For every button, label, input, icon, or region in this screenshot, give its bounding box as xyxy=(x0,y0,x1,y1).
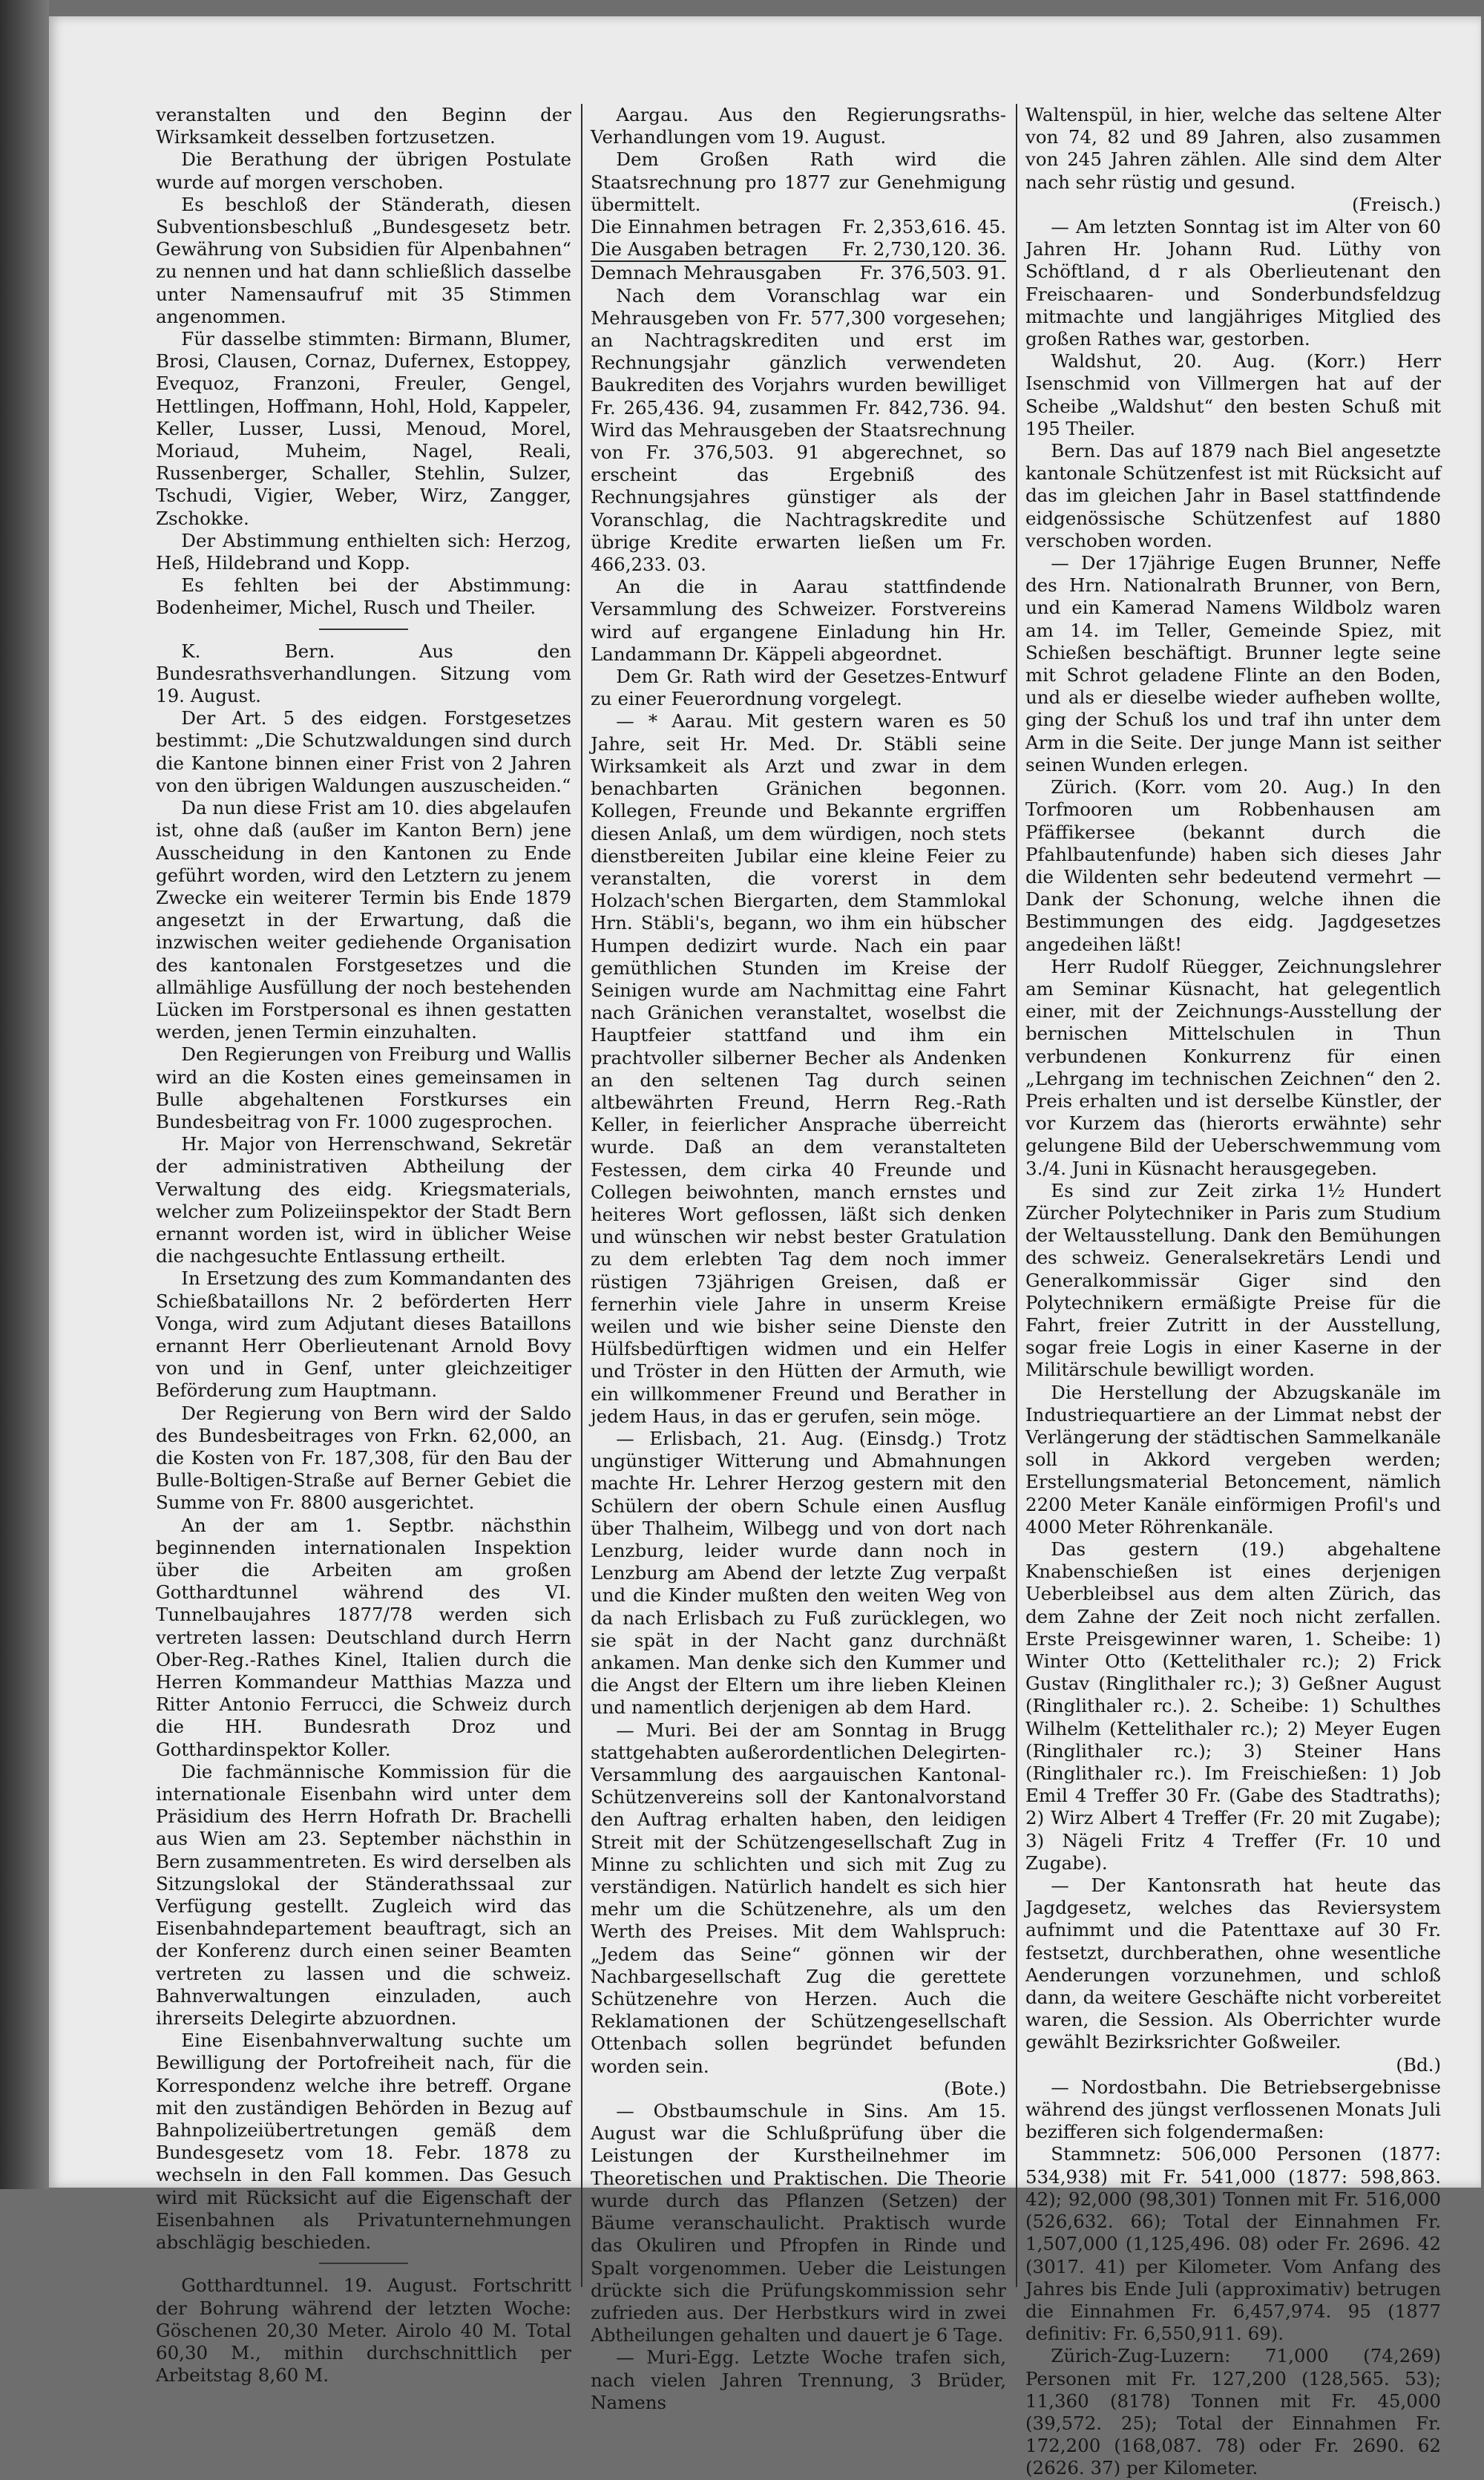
paragraph: Waldshut, 20. Aug. (Korr.) Herr Isenschmid von Villmergen hat auf der Scheibe „Waldshut“ den besten Schuß mit 195 Theiler. xyxy=(1025,350,1441,439)
paragraph: Zürich. (Korr. vom 20. Aug.) In den Torfmooren um Robbenhausen am Pfäffikersee (bekannt durch die Pfahlbautenfunde) haben sich dieses Jahr die Wildenten sehr bedeutend vermehrt — Dank der Schonung, welche ihnen die Bestimmungen des eidg. Jagdgesetzes angedeihen läßt! xyxy=(1025,776,1441,955)
paragraph: Waltenspül, in hier, welche das seltene Alter von 74, 82 und 89 Jahren, also zusammen von 245 Jahren zählen. Alle sind dem Alter nach sehr rüstig und gesund. xyxy=(1025,104,1441,193)
paragraph: Die Berathung der übrigen Postulate wurde auf morgen verschoben. xyxy=(156,148,571,193)
paragraph: Es beschloß der Ständerath, diesen Subventionsbeschluß „Bundesgesetz betr. Gewährung von Subsidien für Alpenbahnen“ zu nennen und hat dann schließlich dasselbe unter Namensaufruf mit 35 Stimmen angenommen. xyxy=(156,193,571,327)
paragraph: Eine Eisenbahnverwaltung suchte um Bewilligung der Portofreiheit nach, für die Korrespondenz welche ihre betreff. Organe mit den zuständigen Behörden in Bezug auf Bahnpolizeiübertretungen gemäß dem Bundesgesetz vom 18. Febr. 1878 zu wechseln in den Fall kommen. Das Gesuch wird mit Rücksicht auf die Eigenschaft der Eisenbahnen als Privatunternehmungen abschlägig beschieden. xyxy=(156,2030,571,2254)
paragraph: An der am 1. Septbr. nächsthin beginnenden internationalen Inspektion über die Arbeiten am großen Gotthardtunnel während des VI. Tunnelbaujahres 1877/78 werden sich vertreten lassen: Deutschland durch Herrn Ober-Reg.-Rathes Kinel, Italien durch die Herren Kommandeur Matthias Mazza und Ritter Antonio Ferrucci, die Schweiz durch die HH. Bundesrath Droz und Gotthardinspektor Koller. xyxy=(156,1514,571,1760)
paragraph: Dem Gr. Rath wird der Gesetzes-Entwurf zu einer Feuerordnung vorgelegt. xyxy=(591,666,1006,710)
paragraph: Den Regierungen von Freiburg und Wallis wird an die Kosten eines gemeinsamen in Bulle abgehaltenen Forstkurses ein Bundesbeitrag von Fr. 1000 zugesprochen. xyxy=(156,1043,571,1132)
paragraph: — Muri. Bei der am Sonntag in Brugg stattgehabten außerordentlichen Delegirten-Versammlung des aargauischen Kantonal-Schützenvereins soll der Kantonalvorstand den Auftrag erhalten haben, den leidigen Streit mit der Schützengesellschaft Zug in Minne zu schlichten und sich mit Zug zu verständigen. Natürlich handelt es sich hier mehr um die Schützenehre, als um den Werth des Preises. Mit dem Wahlspruch: „Jedem das Seine“ gönnen wir der Nachbargesellschaft Zug die gerettete Schützenehre von Herzen. Auch die Reklamationen der Schützengesellschaft Ottenbach sollen begründet befunden worden sein. xyxy=(591,1719,1006,2077)
paragraph: Es fehlten bei der Abstimmung: Bodenheimer, Michel, Rusch und Theiler. xyxy=(156,574,571,619)
paragraph: In Ersetzung des zum Kommandanten des Schießbataillons Nr. 2 beförderten Herr Vonga, wird zum Adjutant dieses Bataillons ernannt Herr Oberlieutenant Arnold Bovy von und in Genf, unter gleichzeitiger Beförderung zum Hauptmann. xyxy=(156,1267,571,1402)
paragraph: — Nordostbahn. Die Betriebsergebnisse während des jüngst verflossenen Monats Juli bezifferen sich folgendermaßen: xyxy=(1025,2076,1441,2143)
paragraph: Da nun diese Frist am 10. dies abgelaufen ist, ohne daß (außer im Kanton Bern) jene Ausscheidung in den Kantonen zu Ende geführt worden, wird den Letztern zu jenem Zwecke ein weiterer Termin bis Ende 1879 angesetzt in der Erwartung, daß die inzwischen weiter gediehende Organisation des kantonalen Forstgesetzes und die allmählige Ausfüllung der noch bestehenden Lücken im Forstpersonal es ihnen gestatten werden, jenen Termin einzuhalten. xyxy=(156,797,571,1043)
table-cell: Die Einnahmen betragen xyxy=(591,216,822,238)
table-cell: Fr. 376,503. 91. xyxy=(834,261,1006,284)
paragraph: Der Regierung von Bern wird der Saldo des Bundesbeitrages von Frkn. 62,000, an die Kosten von Fr. 187,308, für den Bau der Bulle-Boltigen-Straße auf Berner Gebiet die Summe von Fr. 8800 ausgerichtet. xyxy=(156,1402,571,1514)
paragraph: Es sind zur Zeit zirka 1½ Hundert Zürcher Polytechniker in Paris zum Studium der Weltausstellung. Dank den Bemühungen des schweiz. Generalsekretärs Lendi und Generalkommissär Giger sind den Polytechnikern ermäßigte Preise für die Fahrt, freier Zutritt in der Ausstellung, sogar freie Logis in einer Kaserne in der Militärschule bewilligt worden. xyxy=(1025,1179,1441,1381)
accounts-table xyxy=(591,216,1006,285)
paragraph: Die Herstellung der Abzugskanäle im Industriequartiere an der Limmat nebst der Verlängerung der städtischen Sammelkanäle soll in Akkord vergeben werden; Erstellungsmaterial Betoncement, nämlich 2200 Meter Kanäle einförmigen Profil's und 4000 Meter Röhrenkanäle. xyxy=(1025,1381,1441,1538)
paragraph: Zürich-Zug-Luzern: 71,000 (74,269) Personen mit Fr. 127,200 (128,565. 53); 11,360 (8178) Tonnen mit Fr. 45,000 (39,572. 25); Total der Einnahmen Fr. 172,200 (168,087. 78) oder Fr. 2690. 62 (2626. 37) per Kilometer. xyxy=(1025,2345,1441,2479)
column-3 xyxy=(1025,104,1441,2479)
paragraph: veranstalten und den Beginn der Wirksamkeit desselben fortzusetzen. xyxy=(156,104,571,148)
table-cell: Fr. 2,730,120. 36. xyxy=(842,238,1006,260)
paragraph: Das gestern (19.) abgehaltene Knabenschießen ist eines derjenigen Ueberbleibsel aus dem alten Zürich, das dem Zahne der Zeit noch nicht zerfallen. Erste Preisgewinner waren, 1. Scheibe: 1) Winter Otto (Kettelithaler rc.); 2) Frick Gustav (Ringlithaler rc.); 3) Geßner August (Ringlithaler rc.). 2. Scheibe: 1) Schulthes Wilhelm (Kettelithaler rc.); 2) Meyer Eugen (Ringlithaler rc.); 3) Steiner Hans (Ringlithaler rc.). Im Freischießen: 1) Job Emil 4 Treffer 30 Fr. (Gabe des Stadtraths); 2) Wirz Albert 4 Treffer (Fr. 20 mit Zugabe); 3) Nägeli Fritz 4 Treffer (Fr. 10 und Zugabe). xyxy=(1025,1538,1441,1874)
column-rule xyxy=(581,104,582,2287)
table-row xyxy=(591,261,1006,284)
source-note: (Bd.) xyxy=(1396,2053,1441,2076)
table-row xyxy=(591,238,1006,261)
table-cell: Demnach Mehrausgaben xyxy=(591,261,834,284)
paragraph: An die in Aarau stattfindende Versammlung des Schweizer. Forstvereins wird auf ergangene Einladung hin Hr. Landammann Dr. Käppeli abgeordnet. xyxy=(591,576,1006,665)
article-heading: K. Bern. Aus den Bundesrathsverhandlungen. Sitzung vom 19. August. xyxy=(156,640,571,707)
article-heading: Aargau. Aus den Regierungsraths-Verhandlungen vom 19. August. xyxy=(591,104,1006,148)
binding-spine xyxy=(0,0,49,2189)
table-cell: Die Ausgaben betragen xyxy=(591,238,808,260)
table-cell: Fr. 2,353,616. 45. xyxy=(842,216,1006,238)
paragraph: Für dasselbe stimmten: Birmann, Blumer, Brosi, Clausen, Cornaz, Dufernex, Estoppey, Evequoz, Franzoni, Freuler, Gengel, Hettlingen, Hoffmann, Hohl, Hold, Kappeler, Keller, Lusser, Lussi, Menoud, Morel, Moriaud, Muheim, Nagel, Reali, Russenberger, Schaller, Stehlin, Sulzer, Tschudi, Vigier, Weber, Wirz, Zangger, Zschokke. xyxy=(156,328,571,529)
paragraph: Nach dem Voranschlag war ein Mehrausgeben von Fr. 577,300 vorgesehen; an Nachtragskrediten und erst im Rechnungsjahr gänzlich verwendeten Baukrediten des Vorjahrs wurden bewilliget Fr. 265,436. 94, zusammen Fr. 842,736. 94. Wird das Mehrausgeben der Staatsrechnung von Fr. 376,503. 91 abgerechnet, so erscheint das Ergebniß des Rechnungsjahres günstiger als der Voranschlag, die Nachtragskredite und übrige Kredite erwarten ließen um Fr. 466,233. 03. xyxy=(591,284,1006,576)
column-1 xyxy=(156,104,571,2386)
paragraph: — Erlisbach, 21. Aug. (Einsdg.) Trotz ungünstiger Witterung und Abmahnungen machte Hr. Lehrer Herzog gestern mit den Schülern der obern Schule einen Ausflug über Thalheim, Wilbegg und von dort nach Lenzburg, leider wurde dann noch in Lenzburg am Abend der letzte Zug verpaßt und die Kinder mußten den weiten Weg von da nach Erlisbach zu Fuß zurücklegen, wo sie spät in der Nacht ganz durchnäßt ankamen. Man denke sich den Kummer und die Angst der Eltern um ihre lieben Kleinen und namentlich derjenigen ab dem Hard. xyxy=(591,1427,1006,1719)
paragraph: Der Abstimmung enthielten sich: Herzog, Heß, Hildebrand und Kopp. xyxy=(156,529,571,574)
paragraph: — Am letzten Sonntag ist im Alter von 60 Jahren Hr. Johann Rud. Lüthy von Schöftland, d r als Oberlieutenant den Freischaaren- und Sonderbundsfeldzug mitmachte und langjähriges Mitglied des großen Rathes war, gestorben. xyxy=(1025,216,1441,350)
table-row xyxy=(591,216,1006,238)
paragraph: Der Art. 5 des eidgen. Forstgesetzes bestimmt: „Die Schutzwaldungen sind durch die Kantone binnen einer Frist von 2 Jahren von den übrigen Waldungen auszuscheiden.“ xyxy=(156,707,571,796)
paragraph: — Der 17jährige Eugen Brunner, Neffe des Hrn. Nationalrath Brunner, von Bern, und ein Kamerad Namens Wildbolz waren am 14. im Teller, Gemeinde Spiez, mit Schießen beschäftigt. Brunner legte seine mit Schrot geladene Flinte an den Boden, und als er dieselbe wieder aufheben wollte, ging der Schuß los und traf ihn unter dem Arm in die Seite. Der junge Mann ist seither seinen Wunden erlegen. xyxy=(1025,552,1441,775)
article-separator xyxy=(319,2263,408,2264)
paragraph: Dem Großen Rath wird die Staatsrechnung pro 1877 zur Genehmigung übermittelt. xyxy=(591,148,1006,215)
paragraph: Hr. Major von Herrenschwand, Sekretär der administrativen Abtheilung der Verwaltung des eidg. Kriegsmaterials, welcher zum Polizeiinspektor der Stadt Bern ernannt worden ist, wird in üblicher Weise die nachgesuchte Entlassung ertheilt. xyxy=(156,1133,571,1267)
paragraph: Herr Rudolf Rüegger, Zeichnungslehrer am Seminar Küsnacht, hat gelegentlich einer, mit der Zeichnungs-Ausstellung der bernischen Mittelschulen in Thun verbundenen Konkurrenz für einen „Lehrgang im technischen Zeichnen“ den 2. Preis erhalten und ist derselbe Künstler, der vor Kurzem das (hierorts erwähnte) sehr gelungene Bild der Ueberschwemmung vom 3./4. Juni in Küsnacht herausgegeben. xyxy=(1025,955,1441,1179)
column-rule xyxy=(1016,104,1017,2287)
paragraph: Stammnetz: 506,000 Personen (1877: 534,938) mit Fr. 541,000 (1877: 598,863. 42); 92,000 (98,301) Tonnen mit Fr. 516,000 (526,632. 66); Total der Einnahmen Fr. 1,507,000 (1,125,496. 08) oder Fr. 2696. 42 (3017. 41) per Kilometer. Vom Anfang des Jahres bis Ende Juli (approximativ) betrugen die Einnahmen Fr. 6,457,974. 95 (1877 definitiv: Fr. 6,550,911. 69). xyxy=(1025,2143,1441,2345)
paragraph: — Muri-Egg. Letzte Woche trafen sich, nach vielen Jahren Trennung, 3 Brüder, Namens xyxy=(591,2346,1006,2413)
paragraph: — * Aarau. Mit gestern waren es 50 Jahre, seit Hr. Med. Dr. Stäbli seine Wirksamkeit als Arzt und zwar in dem benachbarten Gränichen begonnen. Kollegen, Freunde und Bekannte ergriffen diesen Anlaß, um dem würdigen, noch stets dienstbereiten Jubilar eine kleine Feier zu veranstalten, die vorerst in dem Holzach'schen Biergarten, dem Stammlokal Hrn. Stäbli's, begann, wo ihm ein hübscher Humpen dedizirt wurde. Nach ein paar gemüthlichen Stunden im Kreise der Seinigen wurde am Nachmittag eine Fahrt nach Gränichen veranstaltet, woselbst die Hauptfeier stattfand und ihm ein prachtvoller silberner Becher als Andenken an den seltenen Tag durch seinen altbewährten Freund, Herrn Reg.-Rath Keller, in feierlicher Ansprache überreicht wurde. Daß an dem veranstalteten Festessen, dem cirka 40 Freunde und Collegen beiwohnten, manch ernstes und heiteres Wort geflossen, läßt sich denken und wünschen wir nebst bester Gratulation zu dem erlebten Tag dem noch immer rüstigen 73jährigen Greisen, daß er fernerhin viele Jahre in unserm Kreise weilen und wie bisher seine Dienste den Hülfsbedürftigen widmen und ein Helfer und Tröster in den Hütten der Armuth, wie ein willkommener Freund und Berather in jedem Haus, in das er gerufen, sein möge. xyxy=(591,710,1006,1427)
article-separator xyxy=(319,629,408,630)
source-note: (Bote.) xyxy=(943,2077,1006,2099)
paragraph: — Der Kantonsrath hat heute das Jagdgesetz, welches das Reviersystem aufnimmt und die Patenttaxe auf 30 Fr. festsetzt, durchberathen, ohne wesentliche Aenderungen vorzunehmen, und schloß dann, da weitere Geschäfte nicht vorbereitet waren, die Session. Als Oberrichter wurde gewählt Bezirksrichter Goßweiler. xyxy=(1025,1874,1441,2053)
column-2 xyxy=(591,104,1006,2413)
source-note: (Freisch.) xyxy=(1351,193,1441,215)
paragraph: Die fachmännische Kommission für die internationale Eisenbahn wird unter dem Präsidium des Herrn Hofrath Dr. Brachelli aus Wien am 23. September nächsthin in Bern zusammentreten. Es wird derselben als Sitzungslokal der Ständerathssaal zur Verfügung gestellt. Zugleich wird das Eisenbahndepartement beauftragt, sich an der Konferenz durch einen seiner Beamten vertreten zu lassen und die schweiz. Bahnverwaltungen einzuladen, auch ihrerseits Delegirte abzuordnen. xyxy=(156,1760,571,2030)
article-gotthardtunnel: Gotthardtunnel. 19. August. Fortschritt der Bohrung während der letzten Woche: Göschenen 20,30 Meter. Airolo 40 M. Total 60,30 M., mithin durchschnittlich per Arbeitstag 8,60 M. xyxy=(156,2274,571,2386)
paragraph: — Obstbaumschule in Sins. Am 15. August war die Schlußprüfung über die Leistungen der Kurstheilnehmer im Theoretischen und Praktischen. Die Theorie wurde durch das Pflanzen (Setzen) der Bäume veranschaulicht. Praktisch wurde das Okuliren und Pfropfen in Rinde und Spalt vorgenommen. Ueber die Leistungen drückte sich die Prüfungskommission sehr zufrieden aus. Der Herbstkurs wird in zwei Abtheilungen gehalten und dauert je 6 Tage. xyxy=(591,2100,1006,2346)
paragraph: Bern. Das auf 1879 nach Biel angesetzte kantonale Schützenfest ist mit Rücksicht auf das im gleichen Jahr in Basel stattfindende eidgenössische Schützenfest auf 1880 verschoben worden. xyxy=(1025,440,1441,551)
